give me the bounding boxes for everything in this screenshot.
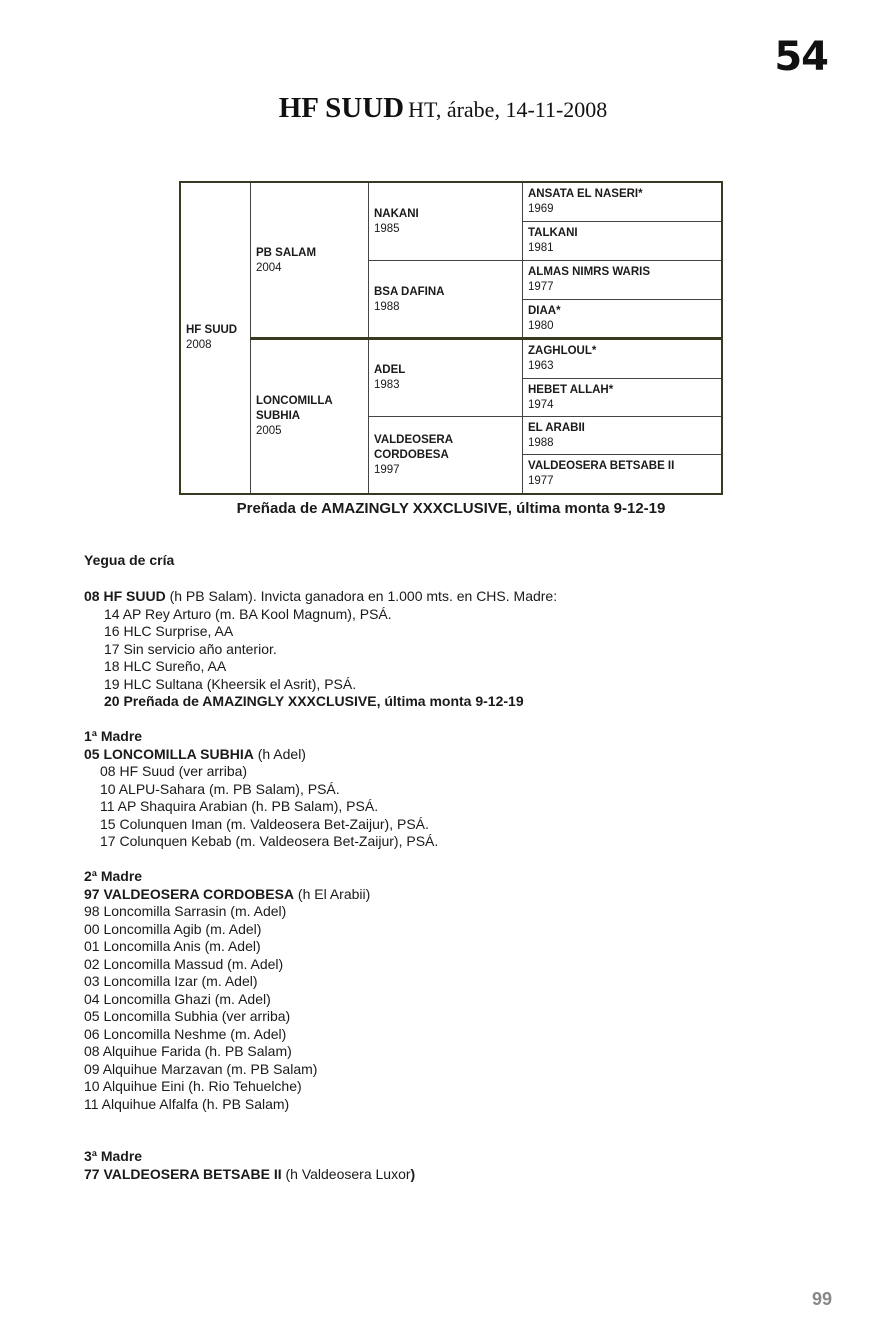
pedigree-cell-sire	[251, 183, 368, 338]
page-title	[0, 92, 886, 125]
horse-name: ADEL	[374, 364, 406, 376]
list-item: 18 HLC Sureño, AA	[104, 658, 227, 674]
pedigree-cell-dam	[251, 340, 368, 493]
dam2-section	[84, 868, 370, 1113]
horse-year: 1981	[528, 242, 554, 254]
horse-name: DIAA*	[528, 305, 561, 317]
horse-name: LONCOMILLA SUBHIA	[256, 395, 333, 422]
pedigree-column-subject	[181, 183, 251, 493]
list-item: 98 Loncomilla Sarrasin (m. Adel)	[84, 903, 287, 919]
horse-year: 1977	[528, 475, 554, 487]
pedigree-cell-dam-dam	[369, 417, 522, 493]
list-item-bold: 20 Preñada de AMAZINGLY XXXCLUSIVE, última monta 9-12-19	[104, 693, 524, 709]
pedigree-cell-g3	[523, 455, 721, 493]
horse-name: TALKANI	[528, 227, 578, 239]
pregnancy-note: Preñada de AMAZINGLY XXXCLUSIVE, última monta 9-12-19	[236, 500, 666, 517]
horse-year: 1983	[374, 379, 400, 391]
horse-name: EL ARABII	[528, 421, 585, 434]
horse-year: 1980	[528, 320, 554, 332]
list-item: 10 ALPU-Sahara (m. PB Salam), PSÁ.	[100, 780, 340, 797]
pedigree-cell-g3	[523, 417, 721, 455]
dam2-head-bold: 97 VALDEOSERA CORDOBESA	[84, 885, 295, 902]
horse-name: HEBET ALLAH*	[528, 383, 614, 396]
list-item: 09 Alquihue Marzavan (m. PB Salam)	[84, 1060, 318, 1077]
pedigree-cell-g3	[523, 340, 721, 379]
pedigree-cell-sire-dam	[369, 261, 522, 338]
horse-year: 2008	[186, 339, 212, 351]
horse-year: 1974	[528, 398, 554, 411]
list-item: 17 Sin servicio año anterior.	[104, 640, 277, 657]
list-item: 08 HF Suud (ver arriba)	[100, 763, 248, 779]
horse-year: 1977	[528, 281, 554, 293]
dam2-label: 2ª Madre	[84, 868, 143, 884]
dam1-head-bold: 05 LONCOMILLA SUBHIA	[84, 745, 254, 762]
list-item: 14 AP Rey Arturo (m. BA Kool Magnum), PSÁ.	[104, 605, 392, 622]
horse-name: HF SUUD	[186, 324, 238, 336]
horse-name: VALDEOSERA CORDOBESA	[374, 433, 453, 461]
horse-name: VALDEOSERA BETSABE II	[528, 460, 675, 472]
horse-name: PB SALAM	[256, 246, 317, 259]
horse-year: 2004	[256, 261, 282, 274]
horse-name: ANSATA EL NASERI*	[528, 188, 643, 200]
dam3-label: 3ª Madre	[84, 1148, 143, 1164]
horse-year: 1988	[528, 436, 554, 449]
horse-year: 1997	[374, 463, 400, 476]
section-heading: Yegua de cría	[84, 552, 175, 568]
pedigree-table	[179, 181, 723, 495]
list-item: 10 Alquihue Eini (h. Rio Tehuelche)	[84, 1078, 302, 1094]
dam1-section	[84, 728, 438, 851]
pedigree-cell-sire-sire	[369, 183, 522, 261]
horse-year: 1969	[528, 203, 554, 215]
pedigree-divider	[250, 337, 721, 340]
pedigree-cell-g3	[523, 379, 721, 417]
horse-year: 2005	[256, 425, 282, 437]
horse-name: BSA DAFINA	[374, 285, 445, 298]
pedigree-cell-g3	[523, 300, 721, 338]
dam3-section	[84, 1148, 415, 1183]
pedigree-cell-g3	[523, 261, 721, 300]
list-item: 04 Loncomilla Ghazi (m. Adel)	[84, 990, 271, 1007]
horse-name-title: HF SUUD	[278, 92, 405, 124]
record-head-rest: (h PB Salam). Invicta ganadora en 1.000 mts. en CHS. Madre:	[165, 588, 558, 604]
dam3-head-close: )	[410, 1165, 416, 1182]
lot-number: 54	[774, 34, 828, 80]
list-item: 05 Loncomilla Subhia (ver arriba)	[84, 1008, 291, 1024]
list-item: 11 AP Shaquira Arabian (h. PB Salam), PSÁ.	[100, 798, 379, 814]
dam2-head	[84, 886, 370, 904]
pedigree-cell-g3	[523, 183, 721, 222]
dam2-head-rest: (h El Arabii)	[294, 885, 371, 902]
list-item: 15 Colunquen Iman (m. Valdeosera Bet-Zaijur), PSÁ.	[100, 815, 429, 832]
list-item: 02 Loncomilla Massud (m. Adel)	[84, 955, 284, 972]
horse-name: NAKANI	[374, 207, 419, 220]
horse-year: 1963	[528, 360, 554, 372]
page-number: 99	[811, 1289, 832, 1309]
dam3-head-bold: 77 VALDEOSERA BETSABE II	[84, 1165, 282, 1182]
horse-details-title: HT, árabe, 14-11-2008	[408, 97, 608, 122]
list-item: 00 Loncomilla Agib (m. Adel)	[84, 920, 262, 937]
dam3-head	[84, 1166, 415, 1184]
section-breeding-heading	[84, 552, 174, 570]
dam3-head-rest: (h Valdeosera Luxor	[281, 1165, 411, 1182]
dam1-head-rest: (h Adel)	[253, 745, 306, 762]
dam1-head	[84, 746, 438, 764]
horse-record	[84, 588, 557, 711]
pedigree-cell-subject	[181, 183, 250, 493]
list-item: 08 Alquihue Farida (h. PB Salam)	[84, 1043, 292, 1059]
horse-year: 1985	[374, 222, 400, 235]
list-item: 01 Loncomilla Anis (m. Adel)	[84, 938, 261, 954]
list-item: 16 HLC Surprise, AA	[104, 623, 234, 639]
list-item: 06 Loncomilla Neshme (m. Adel)	[84, 1025, 287, 1042]
list-item: 11 Alquihue Alfalfa (h. PB Salam)	[84, 1095, 290, 1112]
dam1-label: 1ª Madre	[84, 728, 143, 744]
horse-name: ZAGHLOUL*	[528, 345, 597, 357]
record-head-bold: 08 HF SUUD	[84, 588, 166, 604]
horse-name: ALMAS NIMRS WARIS	[528, 266, 651, 278]
horse-year: 1988	[374, 300, 400, 313]
record-head	[84, 588, 557, 606]
pedigree-cell-dam-sire	[369, 340, 522, 417]
list-item: 03 Loncomilla Izar (m. Adel)	[84, 973, 258, 989]
list-item: 19 HLC Sultana (Kheersik el Asrit), PSÁ.	[104, 675, 357, 692]
pedigree-cell-g3	[523, 222, 721, 261]
list-item: 17 Colunquen Kebab (m. Valdeosera Bet-Zaijur), PSÁ.	[100, 833, 439, 849]
